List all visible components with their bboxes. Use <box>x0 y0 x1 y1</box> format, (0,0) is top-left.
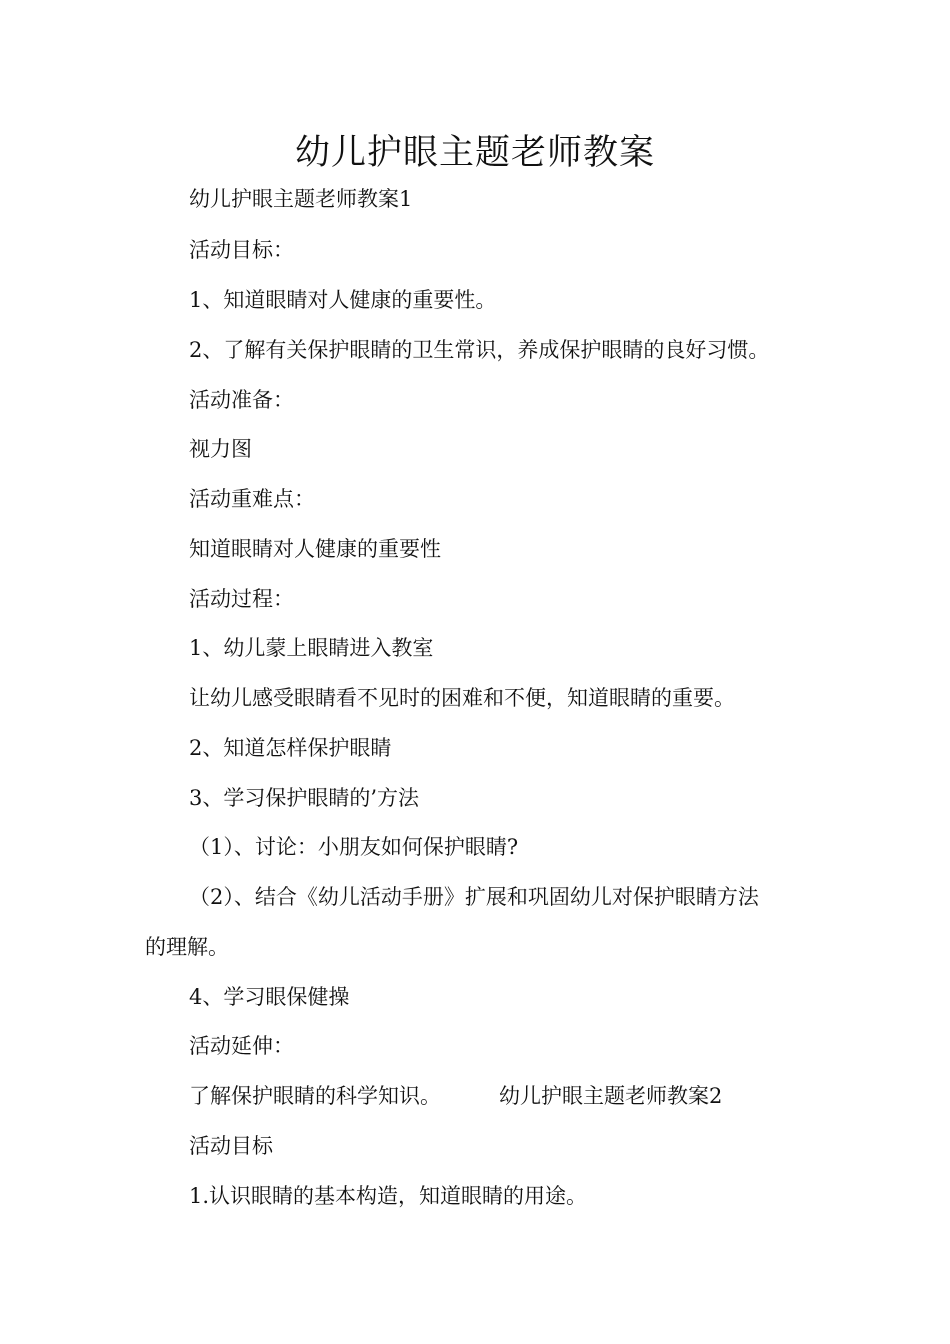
paragraph-line: 活动延伸： <box>189 1034 294 1058</box>
paragraph-line: 2、了解有关保护眼睛的卫生常识，养成保护眼睛的良好习惯。 <box>189 338 770 362</box>
paragraph-line: 2、知道怎样保护眼睛 <box>189 736 392 760</box>
paragraph-line: 活动目标： <box>189 238 294 262</box>
paragraph-line: 1、幼儿蒙上眼睛进入教室 <box>189 636 434 660</box>
paragraph-line: 活动目标 <box>189 1134 273 1158</box>
paragraph-text: 了解保护眼睛的科学知识。 <box>189 1084 441 1108</box>
paragraph-line: 活动过程： <box>189 587 294 611</box>
paragraph-line: 的理解。 <box>145 935 229 959</box>
paragraph-line: 视力图 <box>189 437 252 461</box>
paragraph-line: 活动重难点： <box>189 487 315 511</box>
paragraph-line: （2）、结合《幼儿活动手册》扩展和巩固幼儿对保护眼睛方法 <box>189 885 759 909</box>
paragraph-line-mixed <box>189 1081 722 1111</box>
document-title: 幼儿护眼主题老师教案 <box>294 133 655 173</box>
section-heading-1: 幼儿护眼主题老师教案1 <box>189 187 413 211</box>
paragraph-line: 3、学习保护眼睛的’方法 <box>189 786 420 810</box>
section-heading-2: 幼儿护眼主题老师教案2 <box>499 1084 723 1108</box>
paragraph-line: （1）、讨论：小朋友如何保护眼睛? <box>189 835 519 859</box>
paragraph-line: 4、学习眼保健操 <box>189 985 350 1009</box>
paragraph-line: 让幼儿感受眼睛看不见时的困难和不便，知道眼睛的重要。 <box>189 686 735 710</box>
paragraph-line: 1、知道眼睛对人健康的重要性。 <box>189 288 497 312</box>
paragraph-line: 活动准备： <box>189 388 294 412</box>
paragraph-line: 知道眼睛对人健康的重要性 <box>189 537 441 561</box>
paragraph-line: 1.认识眼睛的基本构造，知道眼睛的用途。 <box>189 1184 588 1208</box>
